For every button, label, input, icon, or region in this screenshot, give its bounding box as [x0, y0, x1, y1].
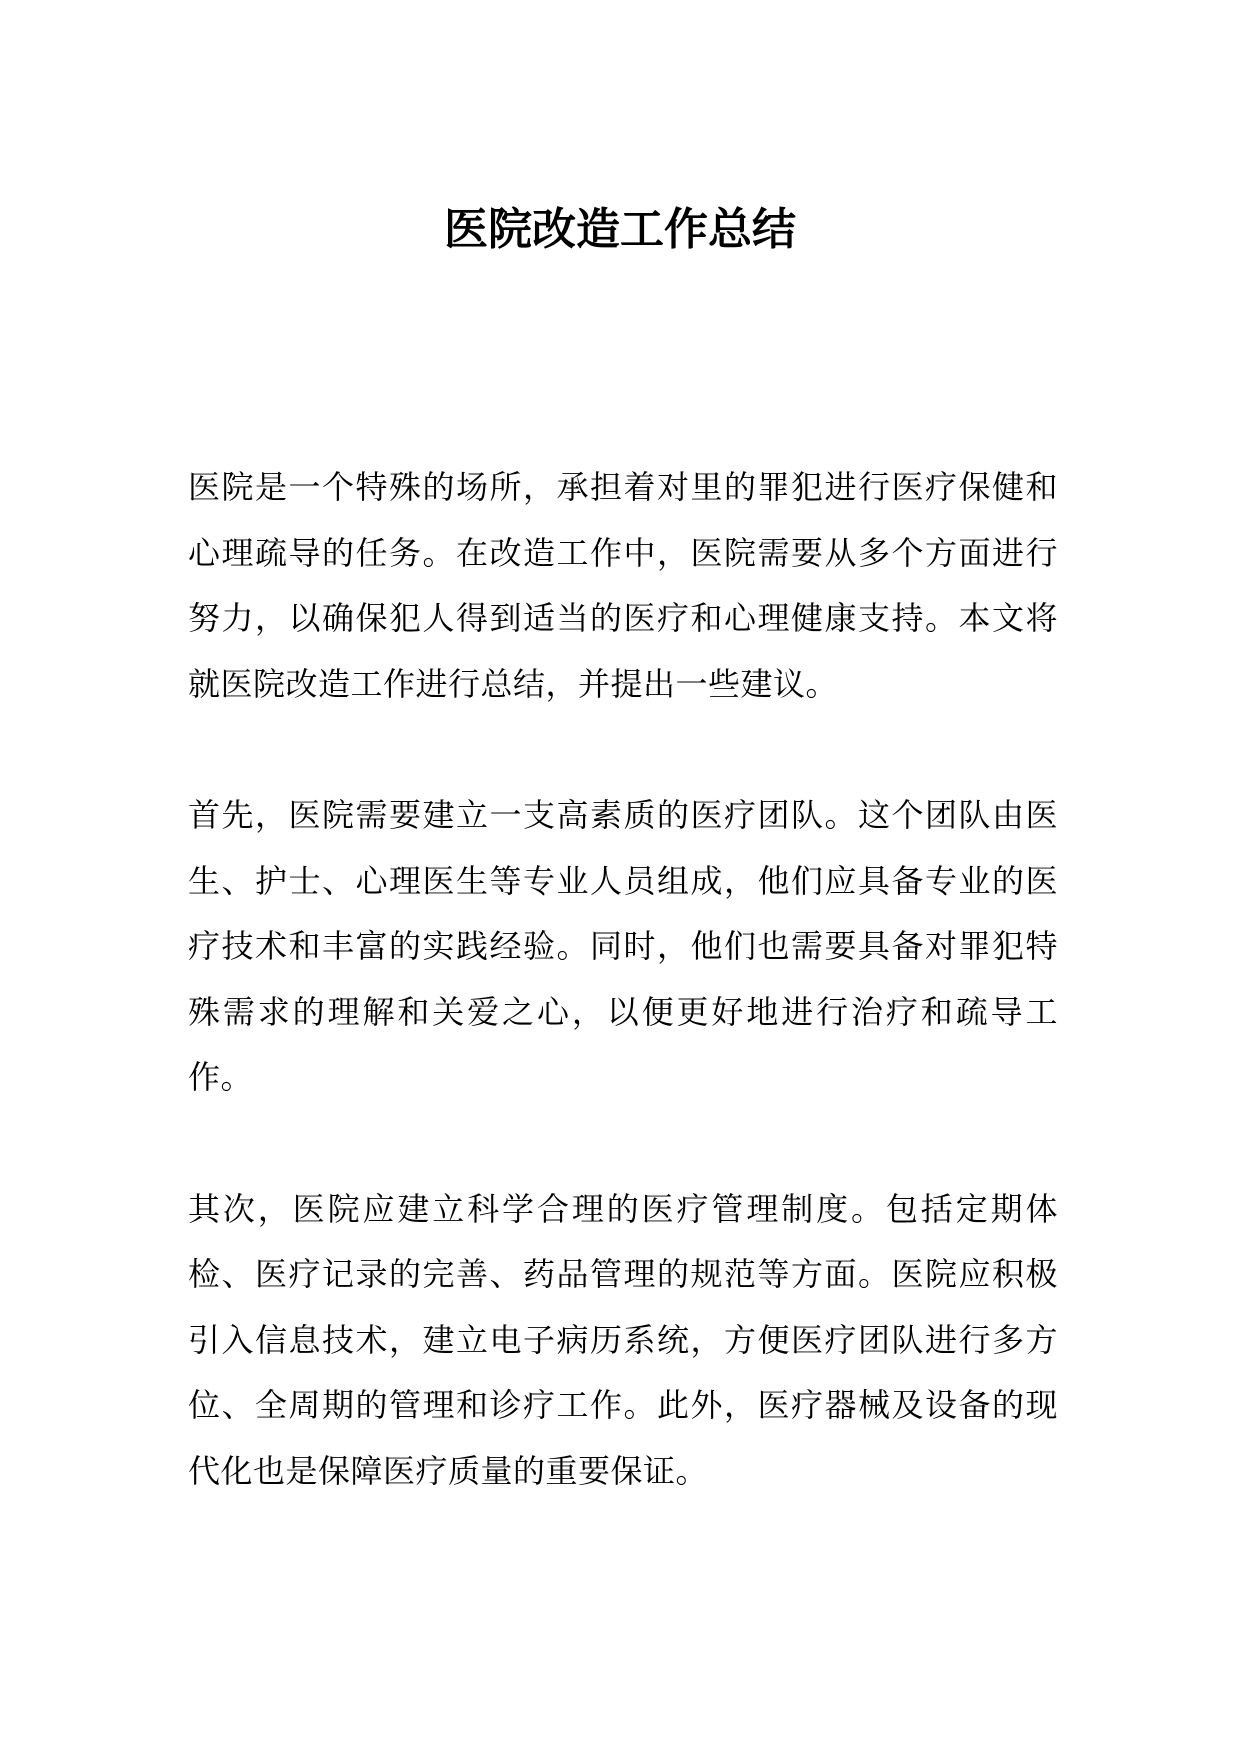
document-title: 医院改造工作总结: [444, 204, 796, 255]
paragraph-intro: 医院是一个特殊的场所，承担着对里的罪犯进行医疗保健和心理疏导的任务。在改造工作中，医院需要从多个方面进行努力，以确保犯人得到适当的医疗和心理健康支持。本文将就医院改造工作进行总结，并提出一些建议。: [188, 468, 1058, 703]
paragraph-medical-team: 首先，医院需要建立一支高素质的医疗团队。这个团队由医生、护士、心理医生等专业人员组成，他们应具备专业的医疗技术和丰富的实践经验。同时，他们也需要具备对罪犯特殊需求的理解和关爱之心，以便更好地进行治疗和疏导工作。: [188, 796, 1058, 1096]
paragraph-management-system: 其次，医院应建立科学合理的医疗管理制度。包括定期体检、医疗记录的完善、药品管理的规范等方面。医院应积极引入信息技术，建立电子病历系统，方便医疗团队进行多方位、全周期的管理和诊疗工作。此外，医疗器械及设备的现代化也是保障医疗质量的重要保证。: [188, 1189, 1058, 1490]
document-body: [188, 455, 1058, 1570]
